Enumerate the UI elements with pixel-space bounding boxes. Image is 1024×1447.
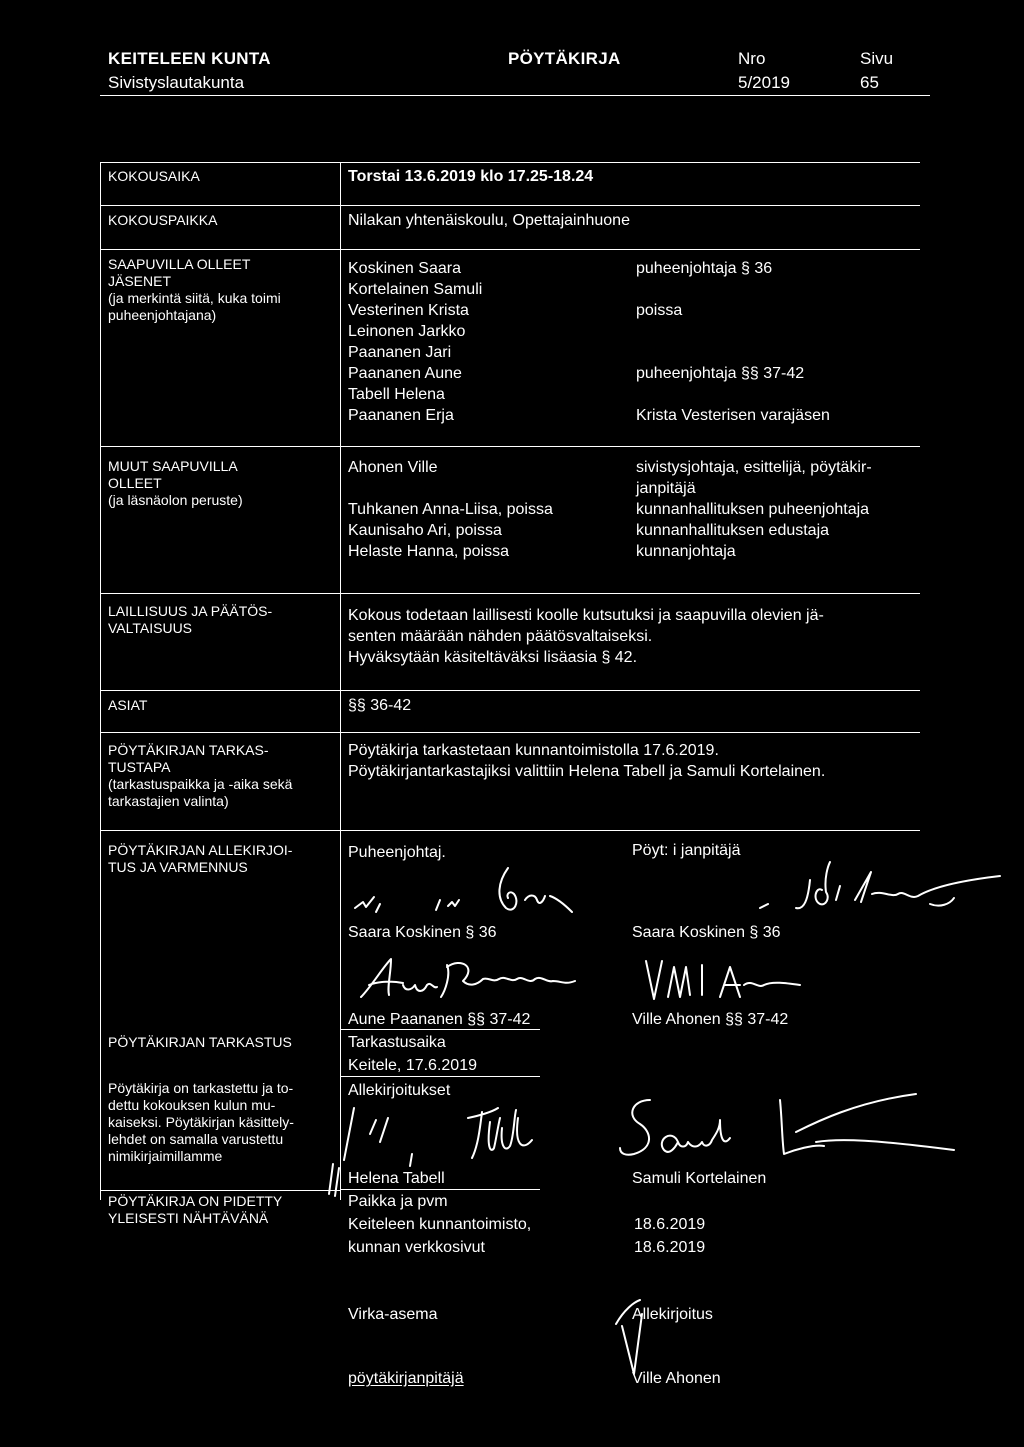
row-rule xyxy=(100,690,920,691)
list-item: Vesterinen Krista xyxy=(348,302,469,319)
tarkastusaika-value: Keitele, 17.6.2019 xyxy=(348,1057,477,1074)
chair-title: Puheenjohtaj. xyxy=(348,844,446,861)
signer-chair-37-42: Aune Paananen §§ 37-42 xyxy=(348,1011,531,1028)
members-notes: puheenjohtaja § 36 poissa puheenjohtaja §§ 37-42 Krista Vesterisen varajäsen xyxy=(636,260,830,424)
list-item: Paananen Aune xyxy=(348,365,462,382)
initials-mark xyxy=(325,1160,345,1200)
kokousaika-value: Torstai 13.6.2019 klo 17.25-18.24 xyxy=(348,168,594,185)
signature-samuli-kortelainen xyxy=(620,1092,960,1172)
signer-secretary-37-42: Ville Ahonen §§ 37-42 xyxy=(632,1011,789,1028)
asiat-label: ASIAT xyxy=(108,697,148,713)
nahtavana-label: PÖYTÄKIRJA ON PIDETTY YLEISESTI NÄHTÄVÄNÄ xyxy=(108,1193,283,1226)
virka-asema-label: Virka-asema xyxy=(348,1306,438,1323)
laillisuus-label: LAILLISUUS JA PÄÄTÖS- VALTAISUUS xyxy=(108,603,273,636)
signature-saara-koskinen-secretary xyxy=(760,860,1020,920)
row-rule xyxy=(100,446,920,447)
row-rule xyxy=(100,830,920,831)
nro-label: Nro xyxy=(738,49,766,68)
list-item: Ahonen Ville xyxy=(348,459,438,476)
secretary-title: Pöyt: i janpitäjä xyxy=(632,842,741,859)
list-item: Tuhkanen Anna-Liisa, poissa xyxy=(348,501,553,518)
tarkastus-label: PÖYTÄKIRJAN TARKASTUS xyxy=(108,1034,292,1050)
laillisuus-text: Kokous todetaan laillisesti koolle kutsutuksi ja saapuvilla olevien jä- senten määrään nähden päätösvaltaiseksi. Hyväksytään käsiteltäväksi lisäasia § 42. xyxy=(348,607,824,666)
others-notes: sivistysjohtaja, esittelijä, pöytäkir- janpitäjä kunnanhallituksen puheenjohtaja kunnanhallituksen edustaja kunnanjohtaja xyxy=(636,459,872,560)
date-2: 18.6.2019 xyxy=(634,1239,706,1256)
allekirjoitus-label: PÖYTÄKIRJAN ALLEKIRJOI- TUS JA VARMENNUS xyxy=(108,842,293,875)
allekirjoitukset-label: Allekirjoitukset xyxy=(348,1082,451,1099)
kokousaika-label: KOKOUSAIKA xyxy=(108,168,200,184)
allekirjoitus-value: Ville Ahonen xyxy=(632,1370,721,1387)
signature-helena-tabell xyxy=(340,1098,580,1170)
table-top-rule xyxy=(100,162,920,163)
list-item: Tabell Helena xyxy=(348,386,445,403)
signature-rule xyxy=(340,1076,540,1077)
others-names xyxy=(348,457,553,562)
allekirjoitus-label: Allekirjoitus xyxy=(632,1306,713,1323)
tarkastustapa-label: PÖYTÄKIRJAN TARKAS- TUSTAPA (tarkastuspaikka ja -aika sekä tarkastajien valinta) xyxy=(108,742,293,809)
signature-rule xyxy=(340,1029,540,1030)
signature-rule xyxy=(340,1189,540,1190)
list-item: Leinonen Jarkko xyxy=(348,323,466,340)
row-rule xyxy=(100,205,920,206)
nro-value: 5/2019 xyxy=(738,73,790,92)
list-item: Paananen Erja xyxy=(348,407,454,424)
sivu-label: Sivu xyxy=(860,49,894,68)
document-type: PÖYTÄKIRJA xyxy=(508,49,621,68)
tarkastaja-helena-tabell: Helena Tabell xyxy=(348,1170,445,1187)
department: Sivistyslautakunta xyxy=(108,73,245,92)
tarkastustapa-text: Pöytäkirja tarkastetaan kunnantoimistolla 17.6.2019. Pöytäkirjantarkastajiksi valittiin Helena Tabell ja Samuli Kortelainen. xyxy=(348,742,826,780)
left-border xyxy=(100,162,101,1200)
asiat-value: §§ 36-42 xyxy=(348,697,412,714)
kokouspaikka-label: KOKOUSPAIKKA xyxy=(108,212,218,228)
members-label: SAAPUVILLA OLLEET JÄSENET (ja merkintä siitä, kuka toimi puheenjohtajana) xyxy=(108,256,281,323)
signature-ville-ahonen-footer xyxy=(612,1296,672,1386)
list-item: Helaste Hanna, poissa xyxy=(348,543,509,560)
paikka-pvm-label: Paikka ja pvm xyxy=(348,1193,448,1210)
row-rule xyxy=(100,249,920,250)
kokouspaikka-value: Nilakan yhtenäiskoulu, Opettajainhuone xyxy=(348,212,630,229)
row-rule xyxy=(100,732,920,733)
signature-aune-paananen xyxy=(355,955,625,1005)
tarkastaja-samuli-kortelainen: Samuli Kortelainen xyxy=(632,1170,767,1187)
virka-asema-value: pöytäkirjanpitäjä xyxy=(348,1370,464,1387)
tarkastusaika-label: Tarkastusaika xyxy=(348,1034,446,1051)
header-rule xyxy=(100,95,930,96)
list-item: Kortelainen Samuli xyxy=(348,281,483,298)
row-rule xyxy=(100,1190,340,1191)
row-rule xyxy=(100,593,920,594)
signature-ville-ahonen xyxy=(640,955,840,1005)
signature-saara-koskinen-chair xyxy=(350,860,590,920)
date-1: 18.6.2019 xyxy=(634,1216,706,1233)
place-2: kunnan verkkosivut xyxy=(348,1239,485,1256)
signer-chair-36: Saara Koskinen § 36 xyxy=(348,924,497,941)
list-item: Koskinen Saara xyxy=(348,260,461,277)
list-item: Kaunisaho Ari, poissa xyxy=(348,522,502,539)
tarkastus-note: Pöytäkirja on tarkastettu ja to- dettu kokouksen kulun mu- kaiseksi. Pöytäkirjan käsittely- lehdet on samalla varustettu nimikirjaimillamme xyxy=(108,1080,294,1164)
others-label: MUUT SAAPUVILLA OLLEET (ja läsnäolon peruste) xyxy=(108,458,243,508)
org-name: KEITELEEN KUNTA xyxy=(108,49,271,68)
column-divider xyxy=(340,162,341,1200)
members-names xyxy=(348,258,482,426)
list-item: Paananen Jari xyxy=(348,344,452,361)
signer-secretary-36: Saara Koskinen § 36 xyxy=(632,924,781,941)
sivu-value: 65 xyxy=(860,73,879,92)
place-1: Keiteleen kunnantoimisto, xyxy=(348,1216,532,1233)
